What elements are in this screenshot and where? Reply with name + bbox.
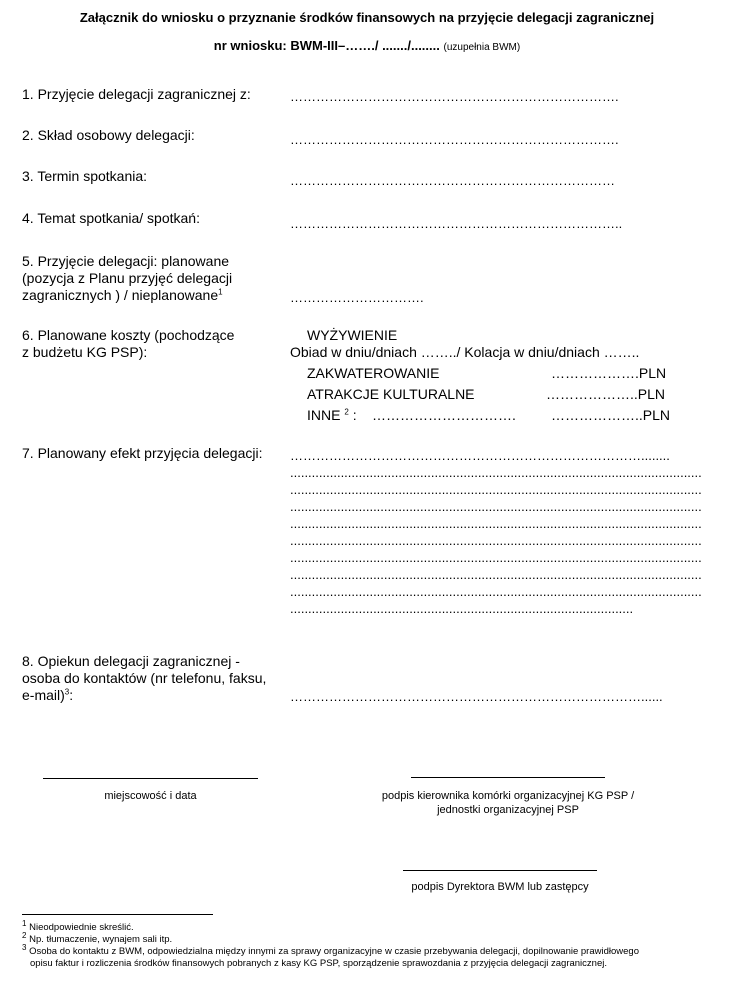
cost-other-label — [307, 407, 357, 424]
cost-other-input[interactable]: ………………..PLN — [551, 407, 671, 423]
field-5-label-line1: 5. Przyjęcie delegacji: planowane — [22, 253, 230, 269]
document-title: Załącznik do wniosku o przyznanie środków finansowych na przyjęcie delegacji zagranicznej — [79, 10, 655, 25]
field-2-input[interactable]: …………………………………………………………………. — [290, 132, 619, 147]
field-4-label: 4. Temat spotkania/ spotkań: — [22, 210, 200, 226]
cost-culture-label: ATRAKCJE KULTURALNE — [307, 386, 475, 402]
dotted-line[interactable]: .................................................................................................................. — [290, 567, 702, 582]
footnote-1-mark: 1 — [22, 918, 27, 928]
dotted-line[interactable]: ............................................................................................... — [290, 601, 634, 616]
footnote-2-text: Np. tłumaczenie, wynajem sali itp. — [29, 934, 173, 945]
dotted-line[interactable]: .................................................................................................................. — [290, 584, 702, 599]
field-7-label: 7. Planowany efekt przyjęcia delegacji: — [22, 445, 263, 461]
field-4-input[interactable]: ………………………………………………………………….. — [290, 216, 623, 231]
footnote-3 — [22, 942, 639, 958]
dotted-line[interactable]: ………………………………………………………………………........ — [290, 448, 670, 463]
field-5-label-text: zagranicznych ) / nieplanowane — [22, 287, 219, 303]
footnote-1 — [22, 918, 134, 934]
bwm-fill-note: (uzupełnia BWM) — [443, 42, 521, 53]
cost-food-heading: WYŻYWIENIE — [307, 327, 398, 343]
field-3-input[interactable]: ………………………………………………………………… — [290, 173, 615, 188]
field-7-input-area[interactable] — [290, 448, 720, 618]
head-signature-caption-line2: jednostki organizacyjnej PSP — [437, 804, 579, 816]
footnote-1-text: Nieodpowiednie skreślić. — [29, 922, 134, 933]
cost-other-colon: : — [352, 407, 357, 423]
head-signature-line[interactable] — [411, 777, 605, 778]
place-date-line[interactable] — [43, 778, 258, 779]
footnote-3-mark: 3 — [22, 942, 27, 952]
head-signature-caption-line1: podpis kierownika komórki organizacyjnej KG PSP / — [381, 790, 635, 802]
director-signature-caption: podpis Dyrektora BWM lub zastępcy — [411, 881, 589, 893]
field-8-colon: : — [69, 687, 74, 703]
field-1-input[interactable]: …………………………………………………………………. — [290, 89, 619, 104]
dotted-line[interactable]: .................................................................................................................. — [290, 550, 702, 565]
footnote-ref-1: 1 — [218, 287, 223, 297]
dotted-line[interactable]: .................................................................................................................. — [290, 499, 702, 514]
cost-accommodation-input[interactable]: ……………….PLN — [551, 365, 667, 381]
footnote-2 — [22, 930, 173, 946]
director-signature-line[interactable] — [403, 870, 597, 871]
dotted-line[interactable]: .................................................................................................................. — [290, 533, 702, 548]
field-8-label-line2: osoba do kontaktów (nr telefonu, faksu, — [22, 670, 267, 686]
place-date-caption: miejscowość i data — [104, 790, 197, 802]
field-2-label: 2. Skład osobowy delegacji: — [22, 127, 195, 143]
dotted-line[interactable]: .................................................................................................................. — [290, 482, 702, 497]
field-8-label-line1: 8. Opiekun delegacji zagranicznej - — [22, 653, 240, 669]
field-5-label-line2: (pozycja z Planu przyjęć delegacji — [22, 270, 233, 286]
cost-meals-line[interactable]: Obiad w dniu/dniach ……../ Kolacja w dniu/dniach …….. — [290, 344, 640, 360]
footnote-ref-3: 3 — [64, 687, 70, 697]
footnote-separator — [22, 914, 213, 915]
dotted-line[interactable]: .................................................................................................................. — [290, 516, 702, 531]
application-number: nr wniosku: BWM-III–……./ ......./........ — [213, 38, 440, 53]
dotted-line[interactable]: .................................................................................................................. — [290, 465, 702, 480]
field-6-label-line2: z budżetu KG PSP): — [22, 344, 148, 360]
cost-other-description-input[interactable]: …………………………. — [372, 407, 516, 423]
footnote-3-text-line1: Osoba do kontaktu z BWM, odpowiedzialna między innymi za sprawy organizacyjne w czasie przebywania delegacji, dopilnowanie prawidłowego — [29, 946, 639, 957]
footnote-ref-2: 2 — [344, 407, 349, 417]
field-8-label-line3 — [22, 687, 73, 704]
field-8-label-text: e-mail) — [22, 687, 65, 703]
application-number-line — [0, 38, 734, 53]
footnote-2-mark: 2 — [22, 930, 27, 940]
cost-other-text: INNE — [307, 407, 341, 423]
cost-accommodation-label: ZAKWATEROWANIE — [307, 365, 440, 381]
field-1-label: 1. Przyjęcie delegacji zagranicznej z: — [22, 86, 251, 102]
field-5-input[interactable]: …………………………. — [290, 290, 424, 305]
field-3-label: 3. Termin spotkania: — [22, 168, 148, 184]
footnote-3-line2: opisu faktur i rozliczenia środków finansowych pobranych z kasy KG PSP, sporządzenie sprawozdania z przyjęcia delegacji zagranicznej. — [30, 958, 607, 969]
field-8-input[interactable]: ………………………………………………………………………...... — [290, 689, 663, 704]
cost-culture-input[interactable]: ………………..PLN — [546, 386, 666, 402]
field-5-label-line3 — [22, 287, 223, 304]
field-6-label-line1: 6. Planowane koszty (pochodzące — [22, 327, 235, 343]
